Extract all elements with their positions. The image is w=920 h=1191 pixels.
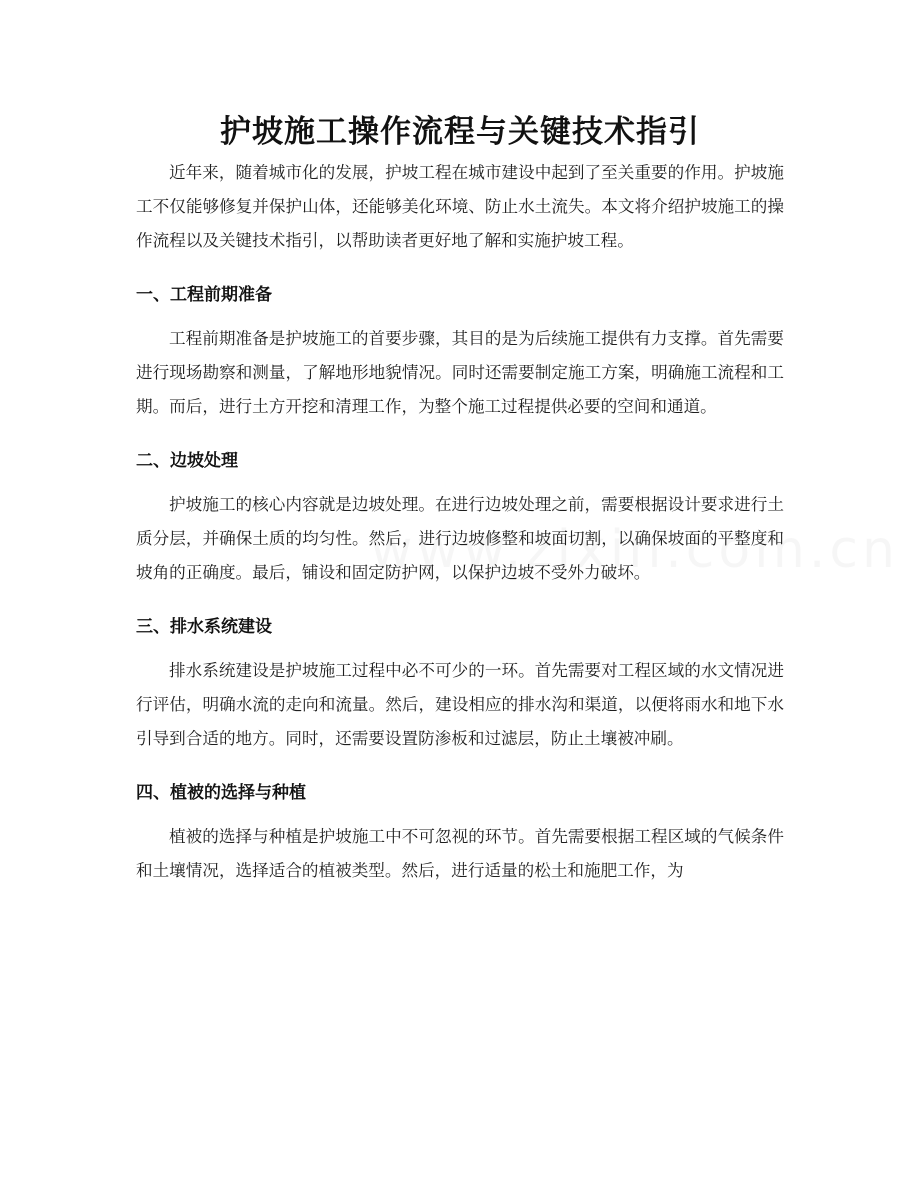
section-body: 排水系统建设是护坡施工过程中必不可少的一环。首先需要对工程区域的水文情况进行评估，明确水流的走向和流量。然后，建设相应的排水沟和渠道，以便将雨水和地下水引导到合适的地方。同时，还需要设置防渗板和过滤层，防止土壤被冲刷。 (136, 661, 784, 748)
section-heading: 一、工程前期准备 (136, 285, 272, 305)
section-body: 护坡施工的核心内容就是边坡处理。在进行边坡处理之前，需要根据设计要求进行土质分层，并确保土质的均匀性。然后，进行边坡修整和坡面切割，以确保坡面的平整度和坡角的正确度。最后，铺设和固定防护网，以保护边坡不受外力破坏。 (136, 495, 784, 582)
section-body: 工程前期准备是护坡施工的首要步骤，其目的是为后续施工提供有力支撑。首先需要进行现场勘察和测量，了解地形地貌情况。同时还需要制定施工方案，明确施工流程和工期。而后，进行土方开挖和清理工作，为整个施工过程提供必要的空间和通道。 (136, 329, 784, 416)
section-heading: 四、植被的选择与种植 (136, 783, 306, 803)
section-2 (136, 444, 784, 590)
section-heading: 三、排水系统建设 (136, 617, 272, 637)
section-heading: 二、边坡处理 (136, 451, 238, 471)
section-3 (136, 610, 784, 756)
section-1 (136, 278, 784, 424)
document-title: 护坡施工操作流程与关键技术指引 (220, 114, 700, 150)
section-4 (136, 776, 784, 888)
intro-paragraph: 近年来，随着城市化的发展，护坡工程在城市建设中起到了至关重要的作用。护坡施工不仅能够修复并保护山体，还能够美化环境、防止水土流失。本文将介绍护坡施工的操作流程以及关键技术指引，以帮助读者更好地了解和实施护坡工程。 (136, 163, 784, 250)
section-body: 植被的选择与种植是护坡施工中不可忽视的环节。首先需要根据工程区域的气候条件和土壤情况，选择适合的植被类型。然后，进行适量的松土和施肥工作，为 (136, 827, 784, 880)
